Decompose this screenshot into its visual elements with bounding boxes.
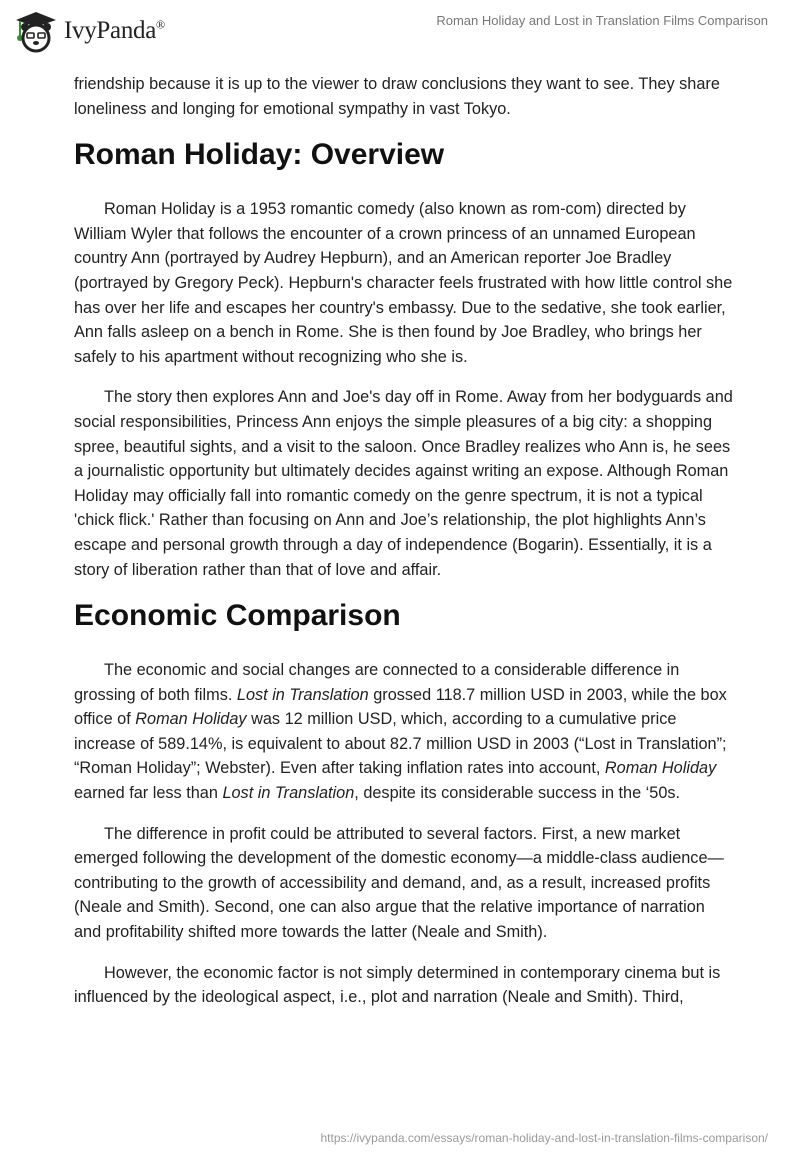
paragraph: The difference in profit could be attributed to several factors. First, a new market emerged following the development of the domestic economy—a middle-class audience—contributing to the growth of accessibility and demand, and, as a result, increased profits (Neale and Smith). Second, one can also argue that the relative importance of narration and profitability shifted more towards the latter (Neale and Smith). xyxy=(74,824,724,942)
film-title: Lost in Translation xyxy=(222,784,355,803)
ivypanda-logo[interactable] xyxy=(12,8,165,54)
heading-economic-comparison: Economic Comparison xyxy=(74,599,401,633)
film-title: Roman Holiday xyxy=(604,759,717,778)
text: was 12 million USD, which, according to a cumulative price increase of 589.14%, is equivalent to about 82.7 million USD in 2003 (“Lost in Translation”; “Roman Holiday”; Webster). Even after taking inflation rates into account, xyxy=(74,710,727,778)
paragraph xyxy=(74,658,734,806)
paragraph-intro: friendship because it is up to the viewer to draw conclusions they want to see. They share loneliness and longing for emotional sympathy in vast Tokyo. xyxy=(74,75,720,118)
text: earned far less than xyxy=(74,784,223,803)
text: , despite its considerable success in the ‘50s. xyxy=(354,784,681,803)
film-title: Roman Holiday xyxy=(135,710,247,729)
text: The economic and social changes are connected to a considerable difference in grossing of both films. xyxy=(74,661,680,704)
page-header xyxy=(0,0,800,60)
heading-roman-holiday-overview: Roman Holiday: Overview xyxy=(74,138,445,172)
panda-graduate-icon xyxy=(12,8,58,54)
logo-text: IvyPanda® xyxy=(64,17,165,44)
source-url[interactable]: https://ivypanda.com/essays/roman-holiday-and-lost-in-translation-films-comparison/ xyxy=(320,1131,768,1145)
film-title: Lost in Translation xyxy=(236,685,369,704)
paragraph: The story then explores Ann and Joe's day off in Rome. Away from her bodyguards and social responsibilities, Princess Ann enjoys the simple pleasures of a big city: a shopping spree, beautiful sights, and a visit to the saloon. Once Bradley realizes who Ann is, he sees a journalistic opportunity but ultimately decides against writing an expose. Although Roman Holiday may officially fall into romantic comedy on the genre spectrum, it is not a typical 'chick flick.' Rather than focusing on Ann and Joe’s relationship, the plot highlights Ann’s escape and personal growth through a day of independence (Bogarin). Essentially, it is a story of liberation rather than that of love and affair. xyxy=(74,388,733,579)
essay-content xyxy=(74,72,734,1026)
document-title: Roman Holiday and Lost in Translation Films Comparison xyxy=(436,13,768,28)
paragraph: Roman Holiday is a 1953 romantic comedy (also known as rom-com) directed by William Wyler that follows the encounter of a crown princess of an unnamed European country Ann (portrayed by Audrey Hepburn), and an American reporter Joe Bradley (portrayed by Gregory Peck). Hepburn's character feels frustrated with how little control she has over her life and escapes her country's embassy. Due to the sedative, she took earlier, Ann falls asleep on a bench in Rome. She is then found by Joe Bradley, who brings her safely to his apartment without recognizing who she is. xyxy=(74,200,733,366)
paragraph: However, the economic factor is not simply determined in contemporary cinema but is influenced by the ideological aspect, i.e., plot and narration (Neale and Smith). Third, xyxy=(74,963,721,1007)
text: grossed 118.7 million USD in 2003, while the box office of xyxy=(74,685,727,729)
